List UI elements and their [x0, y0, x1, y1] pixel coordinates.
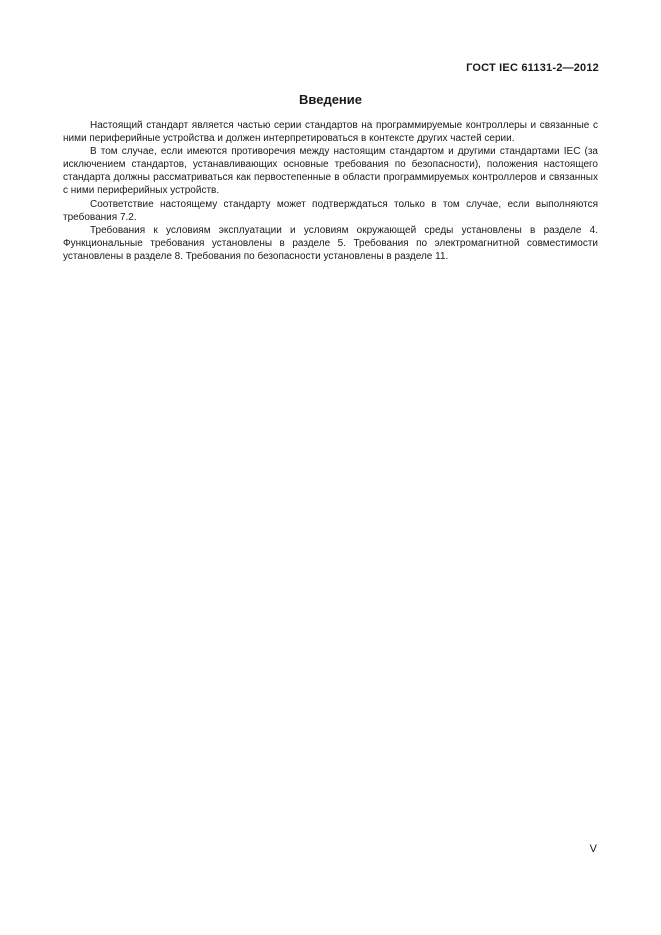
paragraph: Настоящий стандарт является частью серии стандартов на программируемые контроллеры и связанные с ними периферийные устройства и должен интерпретироваться в контексте других частей серии. [63, 120, 598, 145]
section-title: Введение [299, 92, 362, 107]
paragraph: В том случае, если имеются противоречия между настоящим стандартом и другими стандартами IEC (за исключением стандартов, устанавливающих основные требования по безопасности), положения настоящего стандарта должны рассматриваться как первостепенные в области программируемых контроллеров и связанных с ними периферийных устройств. [63, 146, 598, 197]
standard-code: ГОСТ IEC 61131-2—2012 [466, 62, 599, 74]
paragraph: Соответствие настоящему стандарту может подтверждаться только в том случае, если выполняются требования 7.2. [63, 198, 598, 223]
paragraph: Требования к условиям эксплуатации и условиям окружающей среды установлены в разделе 4. Функциональные требования установлены в разделе 5. Требования по электромагнитной совместимости установлены в разделе 8. Требования по безопасности установлены в разделе 11. [63, 224, 598, 262]
page-number: V [589, 843, 597, 855]
introduction-body [63, 119, 598, 263]
